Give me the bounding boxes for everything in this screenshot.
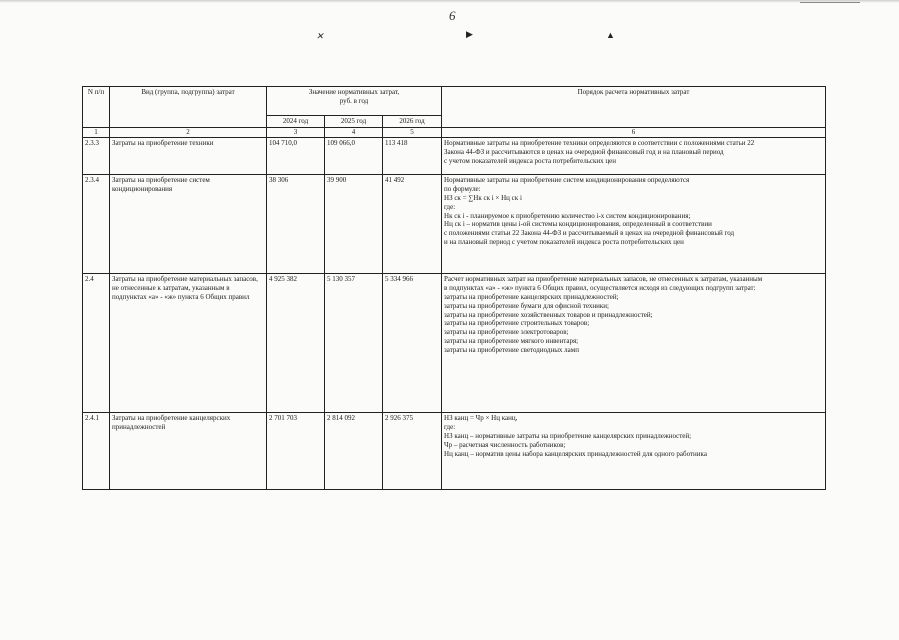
method-line: Нц канц – норматив цены набора канцелярских принадлежностей для одного работника bbox=[444, 449, 707, 458]
method-line: НЗ ск = ∑Нк ск i × Нц ск i bbox=[444, 193, 522, 202]
row-name: Затраты на приобретение систем кондиционирования bbox=[110, 174, 267, 273]
row-num: 2.3.3 bbox=[83, 137, 110, 174]
method-line: затраты на приобретение светодиодных ламп bbox=[444, 346, 579, 355]
method-line: затраты на приобретение мягкого инвентаря; bbox=[444, 337, 579, 346]
row-method bbox=[442, 137, 826, 174]
row-value-2026: 2 926 375 bbox=[383, 412, 442, 489]
method-line: затраты на приобретение хозяйственных товаров и принадлежностей; bbox=[444, 310, 653, 319]
col-number-6: 6 bbox=[442, 127, 826, 137]
page-number: 6 bbox=[449, 8, 456, 23]
row-value-2025: 39 900 bbox=[325, 174, 383, 273]
method-line: где: bbox=[444, 202, 456, 211]
method-line: и на плановый период с учетом показателей индекса роста потребительских цен bbox=[444, 238, 684, 247]
row-method bbox=[442, 412, 826, 489]
method-line: затраты на приобретение электротоваров; bbox=[444, 328, 569, 337]
method-line: Нц ск i – норматив цены i-ой системы кондиционирования, определенный в соответствии bbox=[444, 220, 712, 229]
header-method: Порядок расчета нормативных затрат bbox=[442, 87, 826, 128]
col-number-3: 3 bbox=[267, 127, 325, 137]
method-line: Нормативные затраты на приобретение техники определяются в соответствии с положениями статьи 22 bbox=[444, 138, 755, 147]
col-number-5: 5 bbox=[383, 127, 442, 137]
row-method bbox=[442, 273, 826, 412]
method-line: Нк ск i - планируемое к приобретению количество i-х систем кондиционирования; bbox=[444, 211, 691, 220]
scan-mark-2: ▶ bbox=[466, 29, 473, 39]
row-num: 2.4 bbox=[83, 273, 110, 412]
row-value-2025: 5 130 357 bbox=[325, 273, 383, 412]
method-line: в подпунктах «а» - «ж» пункта 6 Общих правил, осуществляется исходя из следующих подгрупп затрат: bbox=[444, 283, 756, 292]
header-year-2024: 2024 год bbox=[267, 116, 325, 128]
scan-mark-1: ✕ bbox=[316, 31, 324, 41]
method-line: НЗ канц – нормативные затраты на приобретение канцелярских принадлежностей; bbox=[444, 431, 692, 440]
row-value-2025: 109 066,0 bbox=[325, 137, 383, 174]
col-number-2: 2 bbox=[110, 127, 267, 137]
header-cost-type: Вид (группа, подгруппа) затрат bbox=[110, 87, 267, 128]
method-line: с положениями статьи 22 Закона 44-ФЗ и рассчитываемый в ценах на очередной финансовый год bbox=[444, 229, 735, 238]
scan-edge bbox=[0, 0, 899, 3]
row-num: 2.3.4 bbox=[83, 174, 110, 273]
method-line: затраты на приобретение бумаги для офисной техники; bbox=[444, 301, 609, 310]
method-line: Нормативные затраты на приобретение систем кондиционирования определяются bbox=[444, 175, 690, 184]
row-value-2026: 113 418 bbox=[383, 137, 442, 174]
row-method bbox=[442, 174, 826, 273]
row-value-2024: 4 925 382 bbox=[267, 273, 325, 412]
method-line: с учетом показателей индекса роста потребительских цен bbox=[444, 156, 617, 165]
table-row bbox=[83, 412, 826, 489]
method-line: Закона 44-ФЗ и рассчитываются в ценах на очередной финансовый год и на плановый период bbox=[444, 147, 724, 156]
method-line: где: bbox=[444, 422, 456, 431]
row-value-2024: 104 710,0 bbox=[267, 137, 325, 174]
method-line: Чр – расчетная численность работников; bbox=[444, 440, 566, 449]
row-value-2026: 41 492 bbox=[383, 174, 442, 273]
method-line: Расчет нормативных затрат на приобретение материальных запасов, не отнесенных к затратам, указанным bbox=[444, 274, 763, 283]
cost-norms-table bbox=[82, 86, 826, 490]
header-value-group bbox=[267, 87, 442, 116]
row-value-2024: 38 306 bbox=[267, 174, 325, 273]
row-name: Затраты на приобретение материальных запасов, не отнесенные к затратам, указанным в подпунктах «а» - «ж» пункта 6 Общих правил bbox=[110, 273, 267, 412]
row-value-2024: 2 701 703 bbox=[267, 412, 325, 489]
table-row bbox=[83, 174, 826, 273]
method-line: затраты на приобретение строительных товаров; bbox=[444, 319, 590, 328]
header-year-2025: 2025 год bbox=[325, 116, 383, 128]
method-line: НЗ канц = Чр × Нц канц, bbox=[444, 413, 518, 422]
row-name: Затраты на приобретение техники bbox=[110, 137, 267, 174]
scan-mark-3: ▲ bbox=[606, 30, 615, 40]
table-row bbox=[83, 137, 826, 174]
col-number-1: 1 bbox=[83, 127, 110, 137]
header-value-line2: руб. в год bbox=[339, 96, 369, 105]
method-line: затраты на приобретение канцелярских принадлежностей; bbox=[444, 292, 619, 301]
row-name: Затраты на приобретение канцелярских принадлежностей bbox=[110, 412, 267, 489]
scan-dash bbox=[800, 2, 860, 3]
table-row bbox=[83, 273, 826, 412]
header-year-2026: 2026 год bbox=[383, 116, 442, 128]
header-num: N п/п bbox=[83, 87, 110, 128]
col-number-4: 4 bbox=[325, 127, 383, 137]
method-line: по формуле: bbox=[444, 184, 481, 193]
row-value-2026: 5 334 966 bbox=[383, 273, 442, 412]
header-value-line1: Значение нормативных затрат, bbox=[308, 88, 400, 96]
row-value-2025: 2 814 092 bbox=[325, 412, 383, 489]
row-num: 2.4.1 bbox=[83, 412, 110, 489]
